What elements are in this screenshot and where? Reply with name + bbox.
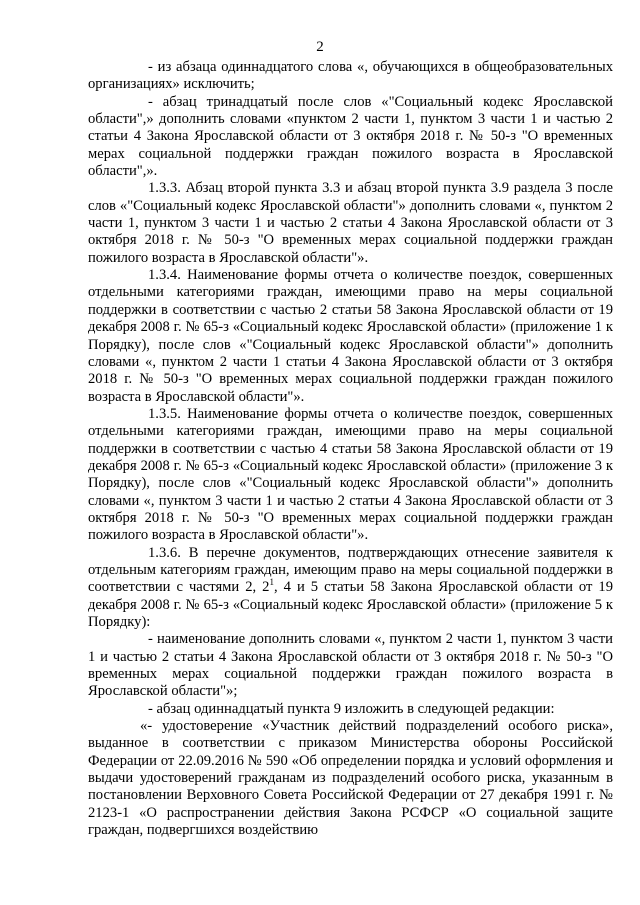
paragraph-1-3-3: 1.3.3. Абзац второй пункта 3.3 и абзац второй пункта 3.9 раздела 3 после слов «"Социальный кодекс Ярославской области"» дополнить словами «, пунктом 2 части 1, пунктом 3 части 1 и частью 2 статьи 4 Закона Ярославской области от 3 октября 2018 г. № 50-з "О временных мерах социальной поддержки граждан пожилого возраста в Ярославской области"». (88, 180, 613, 266)
paragraph-1-3-4: 1.3.4. Наименование формы отчета о количестве поездок, совершенных отдельными категориями граждан, имеющими право на меры социальной поддержки в соответствии с частью 2 статьи 58 Закона Ярославской области от 19 декабря 2008 г. № 65-з «Социальный кодекс Ярославской области» (приложение 1 к Порядку), после слов «"Социальный кодекс Ярославской области"» дополнить словами «, пунктом 2 части 1 статьи 4 Закона Ярославской области от 3 октября 2018 г. № 50-з "О временных мерах социальной поддержки граждан пожилого возраста в Ярославской области"». (88, 267, 613, 405)
paragraph-certificate-quote: «- удостоверение «Участник действий подразделений особого риска», выданное в соответствии с приказом Министерства обороны Российской Федерации от 22.09.2016 № 590 «Об определении порядка и условий оформления и выдачи удостоверений гражданам из подразделений особого риска, указанным в постановлении Верховного Совета Российской Федерации от 27 декабря 1991 г. № 2123-1 «О распространении действия Закона РСФСР «О социальной защите граждан, подвергшихся воздействию (88, 718, 613, 839)
paragraph-1-3-6-text-before: 1.3.6. В перечне документов, подтверждающих отнесение заявителя к отдельным категориям граждан, имеющим право на меры социальной поддержки в соответствии с частями 2, 2 (88, 544, 613, 596)
document-body (88, 59, 613, 839)
paragraph-thirteenth-abzac: - абзац тринадцатый после слов «"Социальный кодекс Ярославской области",» дополнить словами «пунктом 2 части 1, пунктом 3 части 1 и частью 2 статьи 4 Закона Ярославской области от 3 октября 2018 г. № 50-з "О временных мерах социальной поддержки граждан пожилого возраста в Ярославской области",». (88, 93, 613, 180)
paragraph-1-3-6 (88, 545, 613, 632)
paragraph-name-addition: - наименование дополнить словами «, пунктом 2 части 1, пунктом 3 части 1 и частью 2 статьи 4 Закона Ярославской области от 3 октября 2018 г. № 50-з "О временных мерах социальной поддержки граждан пожилого возраста в Ярославской области"»; (88, 631, 613, 700)
paragraph-1-3-5: 1.3.5. Наименование формы отчета о количестве поездок, совершенных отдельными категориями граждан, имеющими право на меры социальной поддержки в соответствии с частью 4 статьи 58 Закона Ярославской области от 19 декабря 2008 г. № 65-з «Социальный кодекс Ярославской области» (приложение 3 к Порядку), после слов «"Социальный кодекс Ярославской области"» дополнить словами «, пунктом 3 части 1 и частью 2 статьи 4 Закона Ярославской области от 3 октября 2018 г. № 50-з "О временных мерах социальной поддержки граждан пожилого возраста в Ярославской области"». (88, 405, 613, 544)
superscript-one: 1 (269, 577, 274, 588)
page-number: 2 (316, 39, 324, 55)
paragraph-1-3-6-text-after: , 4 и 5 статьи 58 Закона Ярославской области от 19 декабря 2008 г. № 65-з «Социальный кодекс Ярославской области» (приложение 5 к Порядку): (88, 579, 613, 630)
paragraph-eleventh-abzac: - абзац одиннадцатый пункта 9 изложить в следующей редакции: (148, 700, 555, 717)
paragraph-exclude-words: - из абзаца одиннадцатого слова «, обучающихся в общеобразовательных организациях» исключить; (88, 59, 613, 93)
